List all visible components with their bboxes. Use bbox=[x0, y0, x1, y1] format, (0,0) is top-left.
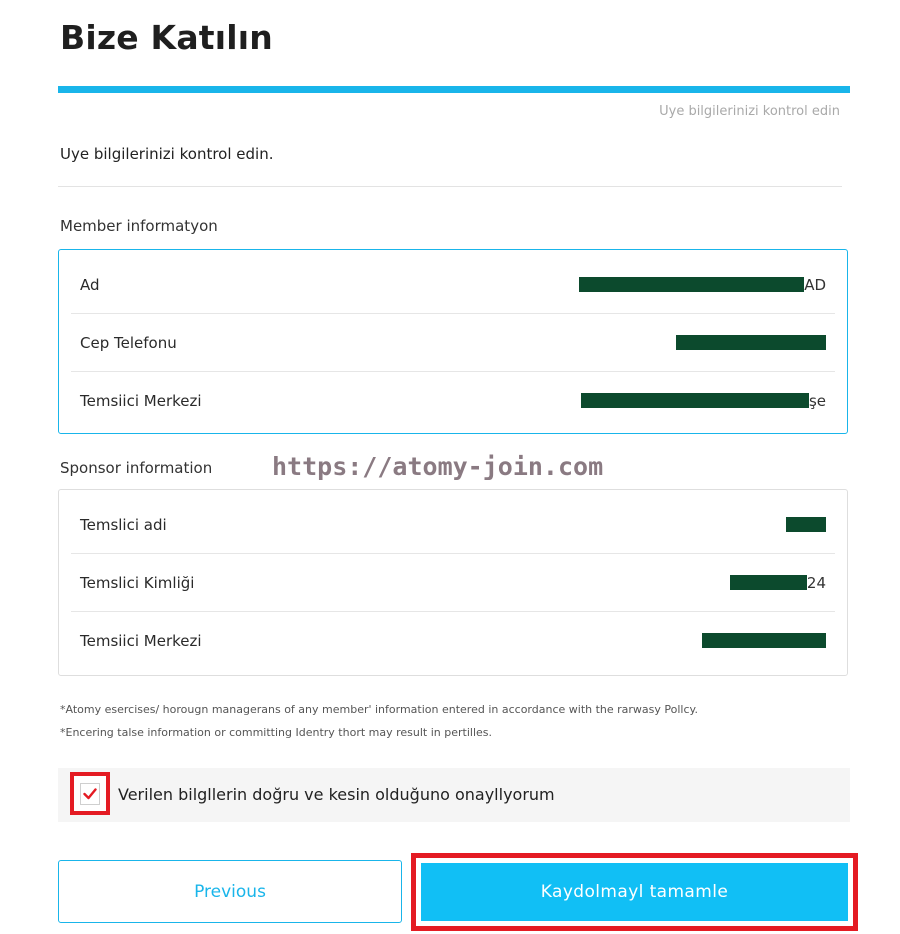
member-center-label: Temsiici Merkezi bbox=[80, 391, 202, 410]
member-section-title: Member informatyon bbox=[60, 217, 218, 235]
redacted-block bbox=[676, 335, 826, 350]
title-accent-bar bbox=[58, 86, 850, 93]
checkmark-icon bbox=[83, 788, 97, 800]
complete-registration-button[interactable]: Kaydolmayl tamamle bbox=[421, 863, 848, 921]
step-note: Uye bilgilerinizi kontrol edin bbox=[659, 104, 840, 119]
sponsor-id-suffix: 24 bbox=[806, 573, 826, 592]
sponsor-row-name bbox=[71, 496, 835, 554]
member-row-center bbox=[71, 372, 835, 429]
url-watermark: https://atomy-join.com bbox=[272, 452, 604, 481]
disclaimer-note: *Atomy esercises/ horougn managerans of any member' information entered in accordance with the rarwasy Pollcy. bbox=[60, 703, 698, 716]
checkbox-box bbox=[80, 783, 100, 805]
member-name-label: Ad bbox=[80, 275, 100, 294]
sponsor-row-center bbox=[71, 612, 835, 669]
intro-divider bbox=[58, 186, 842, 187]
sponsor-name-label: Temslici adi bbox=[80, 515, 167, 534]
sponsor-section-title: Sponsor information bbox=[60, 459, 213, 477]
disclaimer-note: *Encering talse information or committing Identry thort may result in pertilles. bbox=[60, 726, 493, 739]
consent-checkbox[interactable] bbox=[70, 772, 110, 815]
consent-label[interactable]: Verilen bilgllerin doğru ve kesin olduğuno onayllyorum bbox=[118, 785, 555, 804]
member-row-phone bbox=[71, 314, 835, 372]
sponsor-id-label: Temslici Kimliği bbox=[80, 573, 195, 592]
member-row-name bbox=[71, 256, 835, 314]
member-name-value bbox=[579, 276, 826, 294]
page-title: Bize Katılın bbox=[60, 18, 273, 57]
member-name-suffix: AD bbox=[804, 275, 826, 294]
previous-button[interactable]: Previous bbox=[58, 860, 402, 923]
member-phone-label: Cep Telefonu bbox=[80, 333, 177, 352]
sponsor-name-value bbox=[786, 517, 826, 532]
consent-area bbox=[58, 768, 850, 822]
sponsor-row-id bbox=[71, 554, 835, 612]
redacted-block bbox=[581, 393, 809, 408]
redacted-block bbox=[730, 575, 807, 590]
redacted-block bbox=[579, 277, 804, 292]
member-info-box bbox=[58, 249, 848, 434]
disclaimer-notes bbox=[60, 698, 698, 744]
redacted-block bbox=[702, 633, 826, 648]
complete-button-highlight bbox=[411, 853, 858, 931]
sponsor-center-value bbox=[702, 633, 826, 648]
member-phone-value bbox=[676, 335, 826, 350]
intro-text: Uye bilgilerinizi kontrol edin. bbox=[60, 145, 274, 163]
member-center-suffix: şe bbox=[808, 391, 826, 410]
sponsor-info-box bbox=[58, 489, 848, 676]
sponsor-center-label: Temsiici Merkezi bbox=[80, 631, 202, 650]
member-center-value bbox=[581, 392, 826, 410]
redacted-block bbox=[786, 517, 826, 532]
sponsor-id-value bbox=[730, 574, 826, 592]
